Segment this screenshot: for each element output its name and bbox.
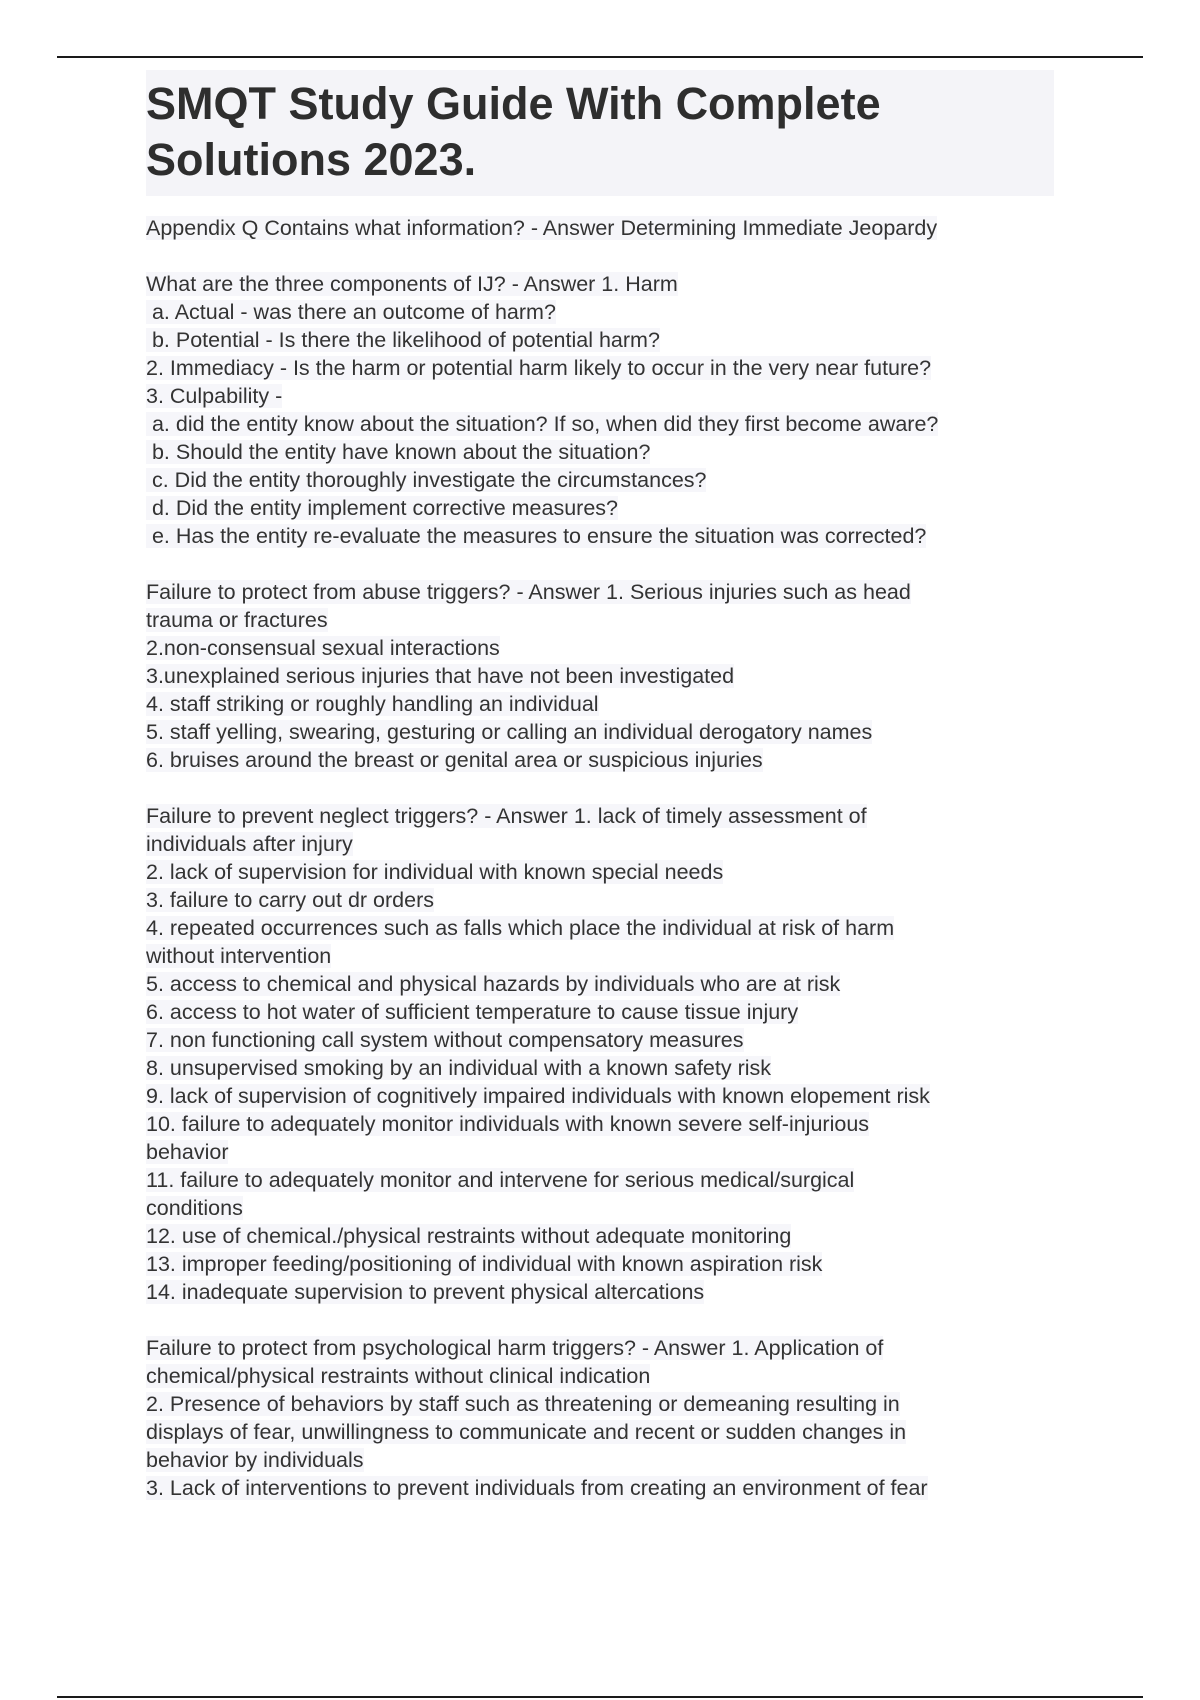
answer-line [146, 438, 1056, 466]
line-text: 2. Presence of behaviors by staff such as threatening or demeaning resulting in [146, 1392, 900, 1416]
line-text: behavior by individuals [146, 1448, 364, 1472]
line-text: trauma or fractures [146, 608, 328, 632]
answer-line [146, 718, 1056, 746]
line-text: What are the three components of IJ? - Answer 1. Harm [146, 272, 678, 296]
line-text: 6. access to hot water of sufficient temperature to cause tissue injury [146, 1000, 799, 1024]
answer-line [146, 1474, 1056, 1502]
line-text: conditions [146, 1196, 243, 1220]
line-text: Appendix Q Contains what information? - Answer Determining Immediate Jeopardy [146, 216, 938, 240]
answer-line [146, 1250, 1056, 1278]
answer-line [146, 662, 1056, 690]
answer-line [146, 466, 1056, 494]
line-text: 10. failure to adequately monitor individuals with known severe self-injurious [146, 1112, 870, 1136]
bottom-rule [57, 1696, 1143, 1698]
line-text: 5. staff yelling, swearing, gesturing or calling an individual derogatory names [146, 720, 873, 744]
answer-line [146, 522, 1056, 550]
line-text: a. Actual - was there an outcome of harm? [146, 300, 556, 324]
line-text: c. Did the entity thoroughly investigate the circumstances? [146, 468, 707, 492]
line-text: 2.non-consensual sexual interactions [146, 636, 500, 660]
document-title-line-2: Solutions 2023. [146, 134, 477, 185]
line-text: without intervention [146, 944, 332, 968]
top-rule [57, 56, 1143, 58]
line-text: 5. access to chemical and physical hazards by individuals who are at risk [146, 972, 841, 996]
answer-line [146, 382, 1056, 410]
answer-line [146, 1138, 1056, 1166]
line-text: 2. lack of supervision for individual with known special needs [146, 860, 724, 884]
answer-line [146, 1222, 1056, 1250]
line-text: b. Potential - Is there the likelihood of potential harm? [146, 328, 660, 352]
line-text: e. Has the entity re-evaluate the measures to ensure the situation was corrected? [146, 524, 927, 548]
qa-block [146, 270, 1056, 550]
line-text: Failure to protect from abuse triggers? - Answer 1. Serious injuries such as head [146, 580, 911, 604]
answer-line [146, 914, 1056, 942]
answer-line [146, 830, 1056, 858]
line-text: 3.unexplained serious injuries that have not been investigated [146, 664, 735, 688]
question-line [146, 1334, 1056, 1362]
question-line [146, 578, 1056, 606]
answer-line [146, 970, 1056, 998]
answer-line [146, 634, 1056, 662]
line-text: 3. Culpability - [146, 384, 283, 408]
line-text: 13. improper feeding/positioning of individual with known aspiration risk [146, 1252, 823, 1276]
question-line [146, 214, 1056, 242]
answer-line [146, 494, 1056, 522]
line-text: Failure to protect from psychological harm triggers? - Answer 1. Application of [146, 1336, 884, 1360]
qa-block [146, 802, 1056, 1306]
line-text: 6. bruises around the breast or genital area or suspicious injuries [146, 748, 763, 772]
answer-line [146, 690, 1056, 718]
answer-line [146, 1446, 1056, 1474]
line-text: 9. lack of supervision of cognitively impaired individuals with known elopement risk [146, 1084, 930, 1108]
answer-line [146, 298, 1056, 326]
line-text: 8. unsupervised smoking by an individual with a known safety risk [146, 1056, 772, 1080]
answer-line [146, 998, 1056, 1026]
answer-line [146, 746, 1056, 774]
answer-line [146, 1278, 1056, 1306]
document-title-line-1: SMQT Study Guide With Complete [146, 78, 881, 129]
line-text: Failure to prevent neglect triggers? - Answer 1. lack of timely assessment of [146, 804, 867, 828]
line-text: d. Did the entity implement corrective measures? [146, 496, 619, 520]
answer-line [146, 1194, 1056, 1222]
line-text: displays of fear, unwillingness to communicate and recent or sudden changes in [146, 1420, 907, 1444]
line-text: 4. staff striking or roughly handling an individual [146, 692, 599, 716]
line-text: 2. Immediacy - Is the harm or potential harm likely to occur in the very near future? [146, 356, 932, 380]
answer-line [146, 326, 1056, 354]
line-text: 3. failure to carry out dr orders [146, 888, 434, 912]
answer-line [146, 1390, 1056, 1418]
answer-line [146, 858, 1056, 886]
answer-line [146, 886, 1056, 914]
qa-block [146, 578, 1056, 774]
line-text: a. did the entity know about the situation? If so, when did they first become aware? [146, 412, 939, 436]
question-line [146, 802, 1056, 830]
answer-line [146, 1110, 1056, 1138]
answer-line [146, 354, 1056, 382]
answer-line [146, 1362, 1056, 1390]
line-text: 3. Lack of interventions to prevent individuals from creating an environment of fear [146, 1476, 928, 1500]
document-body [146, 70, 1056, 1530]
line-text: chemical/physical restraints without clinical indication [146, 1364, 651, 1388]
line-text: 7. non functioning call system without compensatory measures [146, 1028, 744, 1052]
title-block [146, 70, 1054, 196]
line-text: individuals after injury [146, 832, 353, 856]
answer-line [146, 1054, 1056, 1082]
answer-line [146, 410, 1056, 438]
line-text: 11. failure to adequately monitor and intervene for serious medical/surgical [146, 1168, 855, 1192]
qa-block [146, 214, 1056, 242]
line-text: 14. inadequate supervision to prevent physical altercations [146, 1280, 705, 1304]
answer-line [146, 1026, 1056, 1054]
answer-line [146, 606, 1056, 634]
line-text: behavior [146, 1140, 229, 1164]
answer-line [146, 1082, 1056, 1110]
answer-line [146, 1166, 1056, 1194]
line-text: 12. use of chemical./physical restraints without adequate monitoring [146, 1224, 792, 1248]
answer-line [146, 1418, 1056, 1446]
question-line [146, 270, 1056, 298]
qa-sections [146, 214, 1056, 1502]
answer-line [146, 942, 1056, 970]
qa-block [146, 1334, 1056, 1502]
line-text: b. Should the entity have known about the situation? [146, 440, 651, 464]
line-text: 4. repeated occurrences such as falls which place the individual at risk of harm [146, 916, 895, 940]
